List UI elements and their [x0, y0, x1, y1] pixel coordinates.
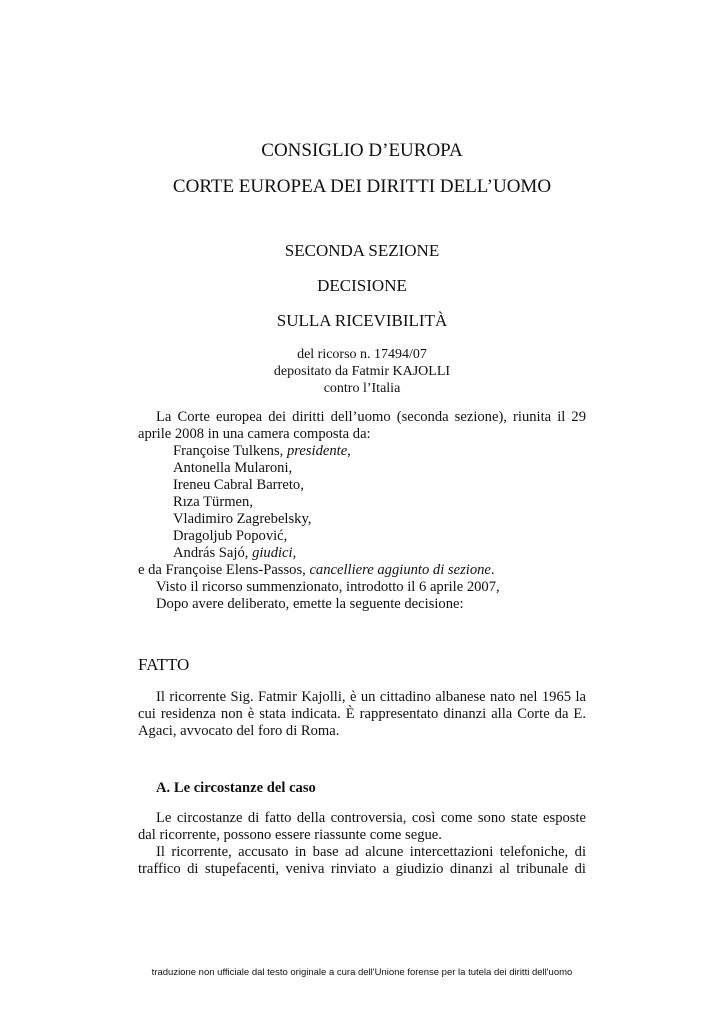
- intro-line-2: aprile 2008 in una camera composta da:: [138, 426, 371, 442]
- fatto-line-3: Agaci, avvocato del foro di Roma.: [138, 723, 340, 739]
- registrar-end: .: [490, 562, 495, 578]
- judge-line: [173, 494, 253, 511]
- section-a-line-3: Il ricorrente, accusato in base ad alcune intercettazioni telefoniche, di: [156, 844, 586, 860]
- fatto-line-2: cui residenza non è stata indicata. È rappresentato dinanzi alla Corte da E.: [138, 706, 586, 722]
- judge-line: [173, 545, 296, 562]
- judge-name: Antonella Mularoni,: [173, 460, 293, 476]
- respondent-line: contro l’Italia: [323, 381, 401, 396]
- section-title: SECONDA SEZIONE: [284, 241, 440, 260]
- judge-name: Ireneu Cabral Barreto,: [173, 477, 304, 493]
- footer-note: traduzione non ufficiale dal testo originale a cura dell'Unione forense per la tutela dei diritti dell'uomo: [151, 967, 573, 978]
- section-a-line-1: Le circostanze di fatto della controversia, così come sono state esposte: [156, 810, 586, 826]
- judge-line: [173, 460, 292, 477]
- registrar-line: [138, 562, 495, 579]
- judge-name: András Sajó,: [173, 545, 249, 561]
- intro-line-1: La Corte europea dei diritti dell’uomo (seconda sezione), riunita il 29: [156, 409, 586, 425]
- visto-line: Visto il ricorso summenzionato, introdotto il 6 aprile 2007,: [156, 579, 500, 595]
- section-a-heading: A. Le circostanze del caso: [156, 780, 316, 796]
- judge-line: [173, 528, 287, 545]
- court-title: CORTE EUROPEA DEI DIRITTI DELL’UOMO: [172, 176, 552, 197]
- judge-name: Rıza Türmen,: [173, 494, 253, 510]
- fatto-heading: FATTO: [138, 655, 190, 674]
- dopo-line: Dopo avere deliberato, emette la seguente decisione:: [156, 596, 464, 612]
- judge-name: Vladimiro Zagrebelsky,: [173, 511, 312, 527]
- judge-name: Françoise Tulkens,: [173, 443, 284, 459]
- judge-line: [173, 477, 304, 494]
- applicant-line: depositato da Fatmir KAJOLLI: [273, 364, 451, 379]
- judge-role: presidente,: [286, 443, 351, 459]
- judge-name: Dragoljub Popović,: [173, 528, 288, 544]
- registrar-role: cancelliere aggiunto di sezione: [309, 562, 491, 578]
- judge-line: [173, 443, 351, 460]
- judge-line: [173, 511, 311, 528]
- decision-title: DECISIONE: [317, 276, 407, 295]
- org-title: CONSIGLIO D’EUROPA: [261, 140, 463, 161]
- subject-title: SULLA RICEVIBILITÀ: [276, 311, 448, 330]
- section-a-line-2: dal ricorrente, possono essere riassunte come segue.: [138, 827, 442, 843]
- fatto-line-1: Il ricorrente Sig. Fatmir Kajolli, è un cittadino albanese nato nel 1965 la: [156, 689, 586, 705]
- judge-role: giudici,: [252, 545, 297, 561]
- application-number: del ricorso n. 17494/07: [297, 347, 427, 362]
- registrar-name: e da Françoise Elens-Passos,: [138, 562, 306, 578]
- section-a-line-4: traffico di stupefacenti, veniva rinviato a giudizio dinanzi al tribunale di: [138, 861, 586, 877]
